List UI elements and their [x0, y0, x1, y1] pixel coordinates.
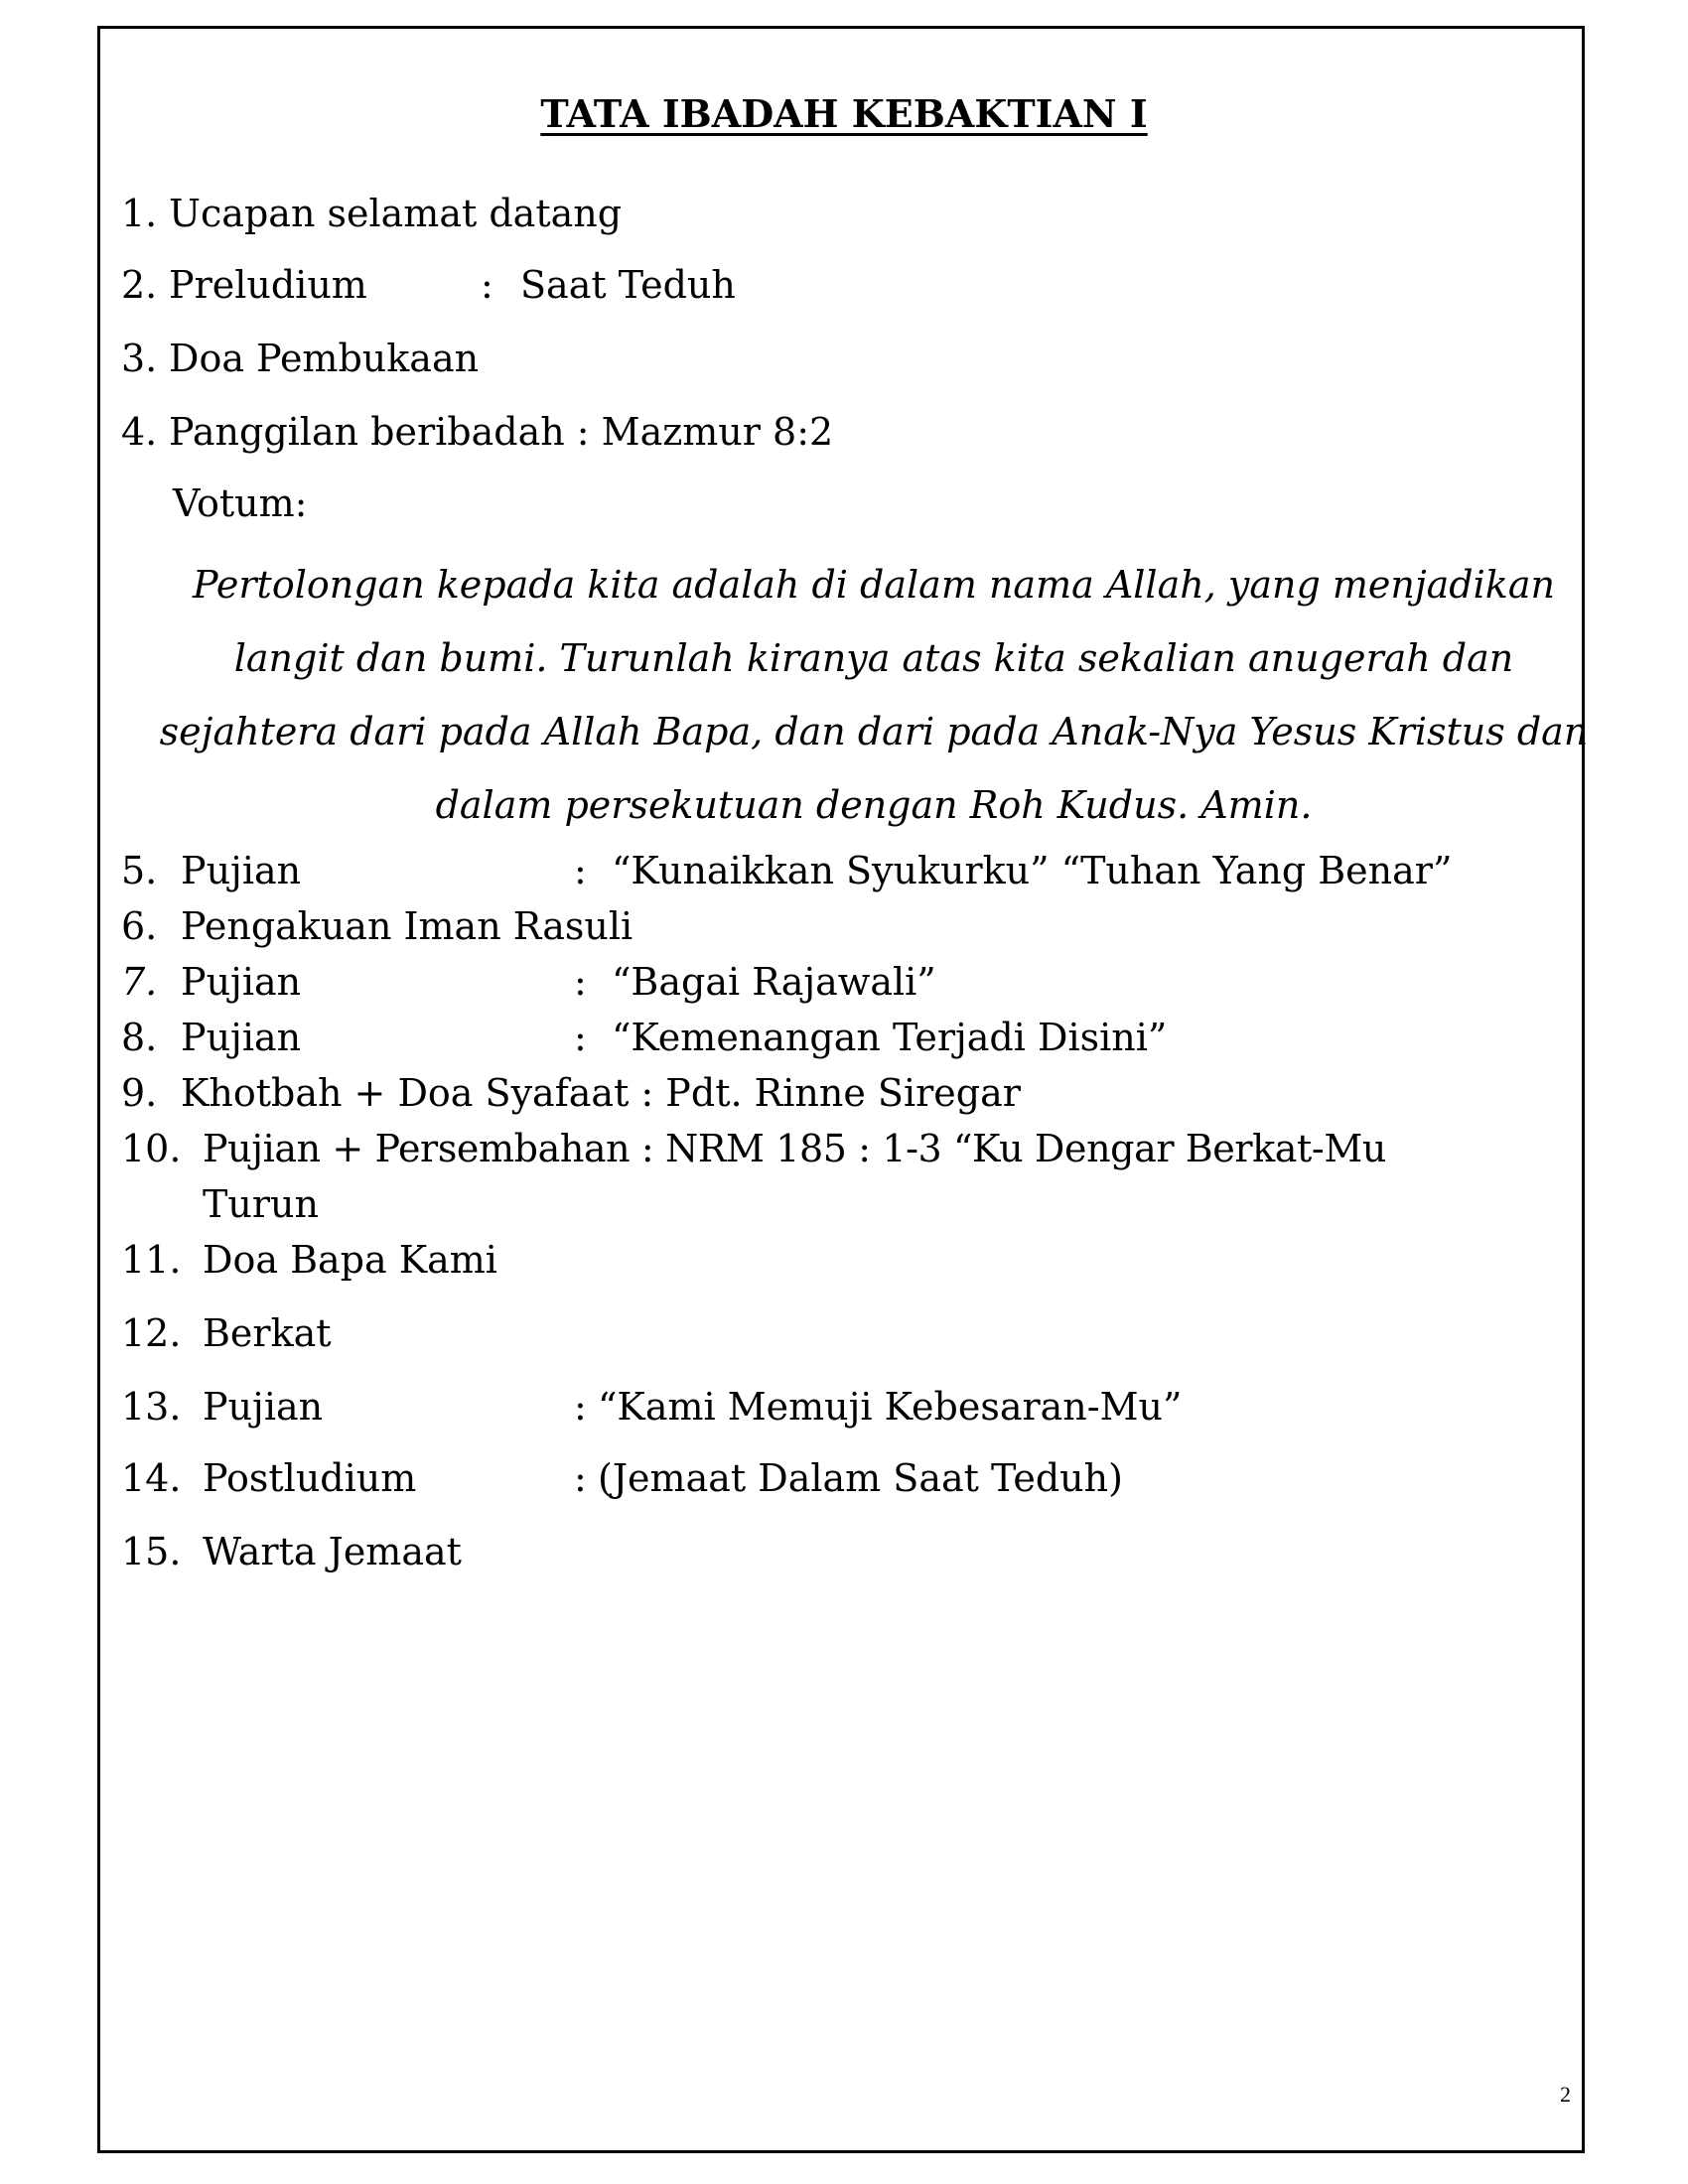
item-label: Panggilan beribadah : Mazmur 8:2	[169, 410, 834, 454]
item-label: Pujian	[181, 1016, 302, 1059]
item-value: “Kemenangan Terjadi Disini”	[612, 1016, 1168, 1059]
item-label: Berkat	[203, 1311, 332, 1355]
votum-text: Pertolongan kepada kita adalah di dalam nama Allah, yang menjadikan langit dan bumi. Turunlah kiranya atas kita sekalian anugerah dan sejahtera dari pada Allah Bapa, dan dari pada Anak-Nya Yesus Kristus dan dalam persekutuan dengan Roh Kudus. Amin.	[159, 563, 1589, 827]
item-number: 5.	[121, 849, 158, 892]
item-number: 7.	[121, 960, 158, 1004]
item-number: 4.	[121, 410, 158, 454]
item-label: Postludium	[203, 1456, 417, 1500]
item-label: Pujian	[203, 1385, 324, 1429]
item-number: 10.	[121, 1127, 182, 1170]
item-continuation: Turun	[203, 1182, 319, 1226]
item-number: 9.	[121, 1071, 158, 1115]
item-value: Saat Teduh	[520, 263, 736, 307]
item-separator: :	[574, 1016, 587, 1059]
item-value: “Kunaikkan Syukurku” “Tuhan Yang Benar”	[612, 849, 1453, 892]
item-number: 3.	[121, 337, 158, 380]
item-number: 13.	[121, 1385, 182, 1429]
item-separator: :	[574, 1456, 587, 1500]
item-number: 15.	[121, 1530, 182, 1573]
item-number: 11.	[121, 1238, 182, 1282]
item-value: “Kami Memuji Kebesaran-Mu”	[598, 1385, 1183, 1429]
item-separator: :	[574, 1385, 587, 1429]
item-label: Pujian	[181, 960, 302, 1004]
item-value: (Jemaat Dalam Saat Teduh)	[598, 1456, 1123, 1500]
item-separator: :	[574, 849, 587, 892]
item-number: 2.	[121, 263, 158, 307]
item-label: Warta Jemaat	[203, 1530, 462, 1573]
page-number: 2	[1560, 2082, 1571, 2107]
item-label: Pujian	[181, 849, 302, 892]
item-value: “Bagai Rajawali”	[612, 960, 936, 1004]
item-label: Doa Pembukaan	[169, 337, 480, 380]
item-label: Pengakuan Iman Rasuli	[181, 904, 633, 948]
item-separator: :	[574, 960, 587, 1004]
item-number: 6.	[121, 904, 158, 948]
item-label: Pujian + Persembahan : NRM 185 : 1-3 “Ku Dengar Berkat-Mu	[203, 1127, 1386, 1170]
item-number: 1.	[121, 192, 158, 235]
item-number: 12.	[121, 1311, 182, 1355]
item-number: 14.	[121, 1456, 182, 1500]
item-number: 8.	[121, 1016, 158, 1059]
item-label: Khotbah + Doa Syafaat : Pdt. Rinne Siregar	[181, 1071, 1021, 1115]
votum-label: Votum:	[173, 481, 308, 525]
item-label: Ucapan selamat datang	[169, 192, 623, 235]
item-separator: :	[481, 263, 493, 307]
item-label: Doa Bapa Kami	[203, 1238, 497, 1282]
document-title: TATA IBADAH KEBAKTIAN I	[540, 91, 1148, 136]
item-label: Preludium	[169, 263, 367, 307]
